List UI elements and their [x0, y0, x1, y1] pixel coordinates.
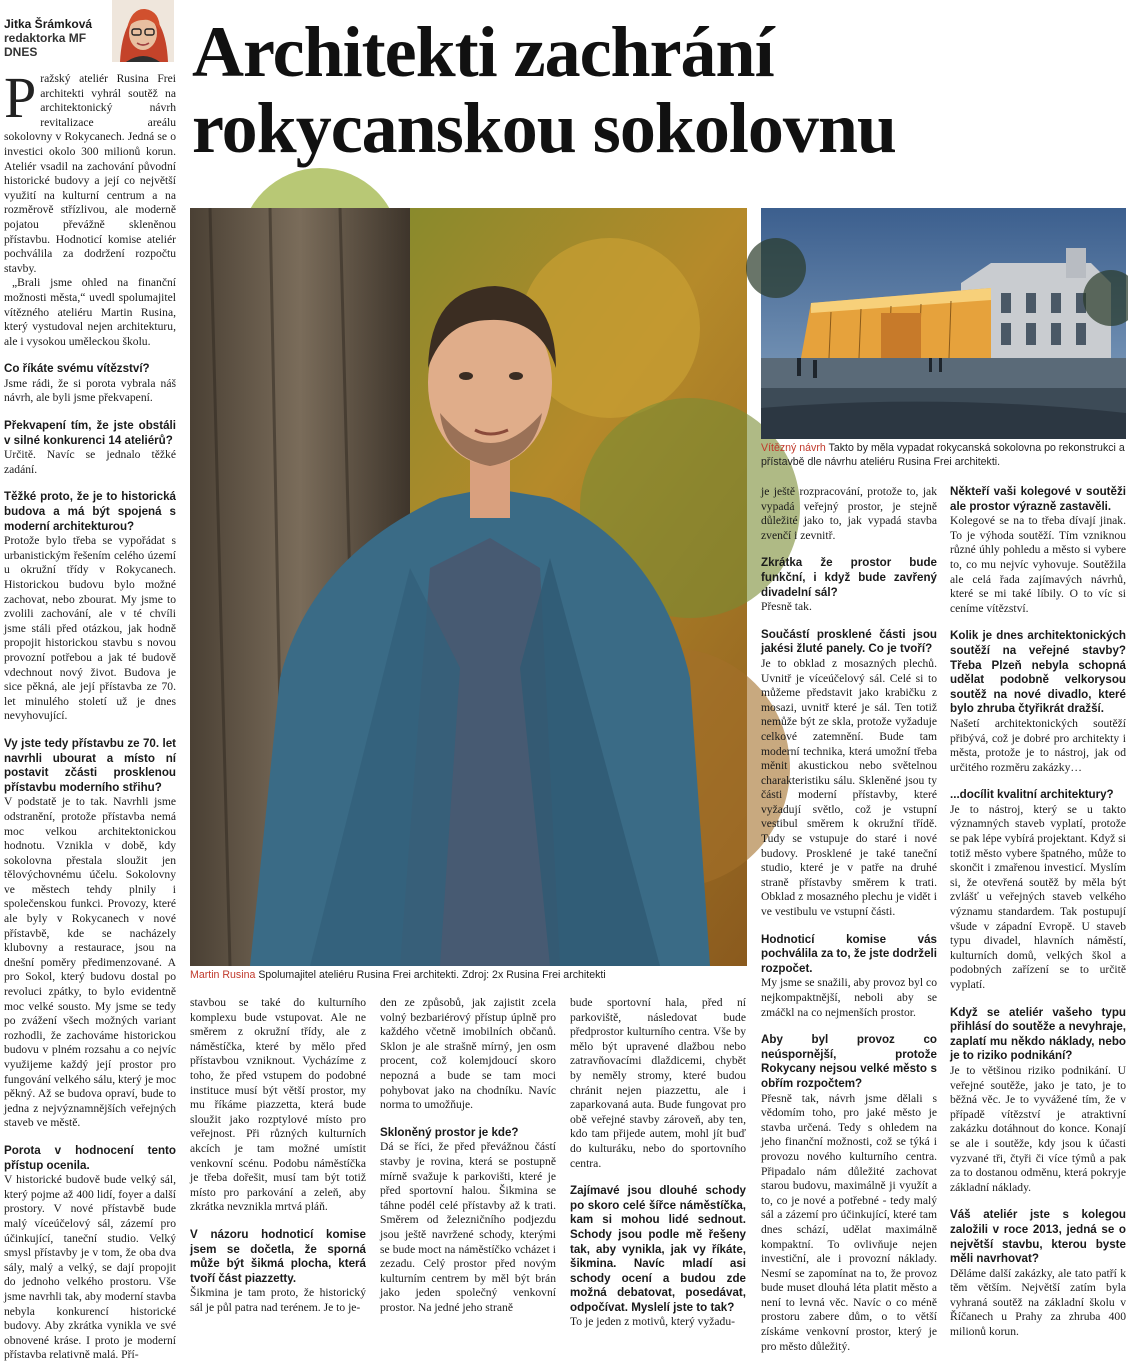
answer: Přesně tak, návrh jsme dělali s vědomím toho, pro jaké město je stavba určená. Tedy s ohledem na jeho finanční možnosti, což se týká i provozu nového kulturního centra. Připadalo nám důležité zachovat starou budovu, maximálně ji využít a to, co je nové a potřebné - tedy malý sál a zázemí pro účinkující, které tam dnes schází, udělat maximálně kompaktní. To ovlivňuje nejen investiční, ale i provozní náklady. Nesmí se zapomínat na to, že provoz bude muset dlouhá léta platit město a není to levná věc. Navíc o co méně prostoru zabere dům, o to větší získáme venkovní prostor, který je pro město důležitý. [761, 1091, 937, 1353]
paragraph: je ještě rozpracování, protože to, jak vypadá veřejný prostor, je stejně důležité jako to, jak vypadá stavba zvenčí i zevnitř. [761, 485, 937, 542]
answer: V podstatě je to tak. Navrhli jsme odstranění, protože přístavba nemá moc velkou architektonickou hodnotu. Vznikla v době, kdy sokolovna přestala sloužit jen tělovýchovnému účelu. Sokolovny ve městech tehdy plnily i společenskou funkci. Provozy, které ale byly v Rokycanech v nové přístavbě, kde se nacházely klubovny a restaurace, jsou na dnešní poměry předimenzované. A pro Sokol, který budovu dostal po revoluci zpátky, to bylo evidentně moc velké sousto. My jsme se tedy po zvážení všech možných variant rozhodli, že zachováme historickou budovu v plném rozsahu a co nejvíc využijeme každý její prostor pro fungování velkého sálu, který je moc pěkný. Až se budova opraví, bude to jedna z nejvýznamnějších veřejných staveb ve městě. [4, 795, 176, 1130]
render-photo [761, 208, 1126, 439]
answer: Určitě. Navíc se jednalo těžké zadání. [4, 448, 176, 476]
answer: Je to většinou riziko podnikání. U veřejné soutěže, jako je tato, je to běžná věc. Je to vyvážené tím, že v případě vítězství je atraktivní zakázku dotáhnout do konce. Konají se ale i soutěže, kdy jsou k účasti vyzvané tři, čtyři či více týmů a pak za to dostanou odměnu, která pokryje základní náklady. [950, 1063, 1126, 1194]
question: Překvapení tím, že jste obstáli v silné konkurenci 14 ateliérů? [4, 419, 176, 447]
question: Hodnoticí komise vás pochválila za to, že jste dodrželi rozpočet. [761, 932, 937, 975]
caption-text: Takto by měla vypadat rokycanská sokolovna po rekonstrukci a přístavbě dle návrhu ateliéru Rusina Frei architekti. [761, 442, 1125, 468]
question: Kolik je dnes architektonických soutěží na veřejné stavby? Třeba Plzeň nebyla schopná udělat podobně velkorysou soutěž na nové divadlo, které bylo zhruba čtyřikrát dražší. [950, 629, 1126, 716]
answer: Šikmina je tam proto, že historický sál je půl patra nad terénem. Je to je- [190, 1286, 366, 1314]
article-column-4 [570, 996, 746, 1330]
drop-cap: P [4, 65, 37, 130]
headline-line-2: rokycanskou sokolovnu [192, 88, 896, 168]
architecture-render-illustration [761, 208, 1126, 439]
answer: Protože bylo třeba se vypořádat s urbanistickým řešením celého území u okružní třídy v Rokycanech. Historickou budovu bylo možné zachovat, nebo zbourat. My jsme to zvolili zachování, ale v té chvíli jsme stáli před otázkou, jak hodně propojit historickou stavbu s novou provozní potřebou a jak té budově vdechnout nový život. Budova je sice pěkná, ale její přístavba ze 70. let minulého století už je dnes nevyhovující. [4, 534, 176, 723]
portrait-photo-illustration [190, 208, 747, 966]
paragraph: den ze způsobů, jak zajistit zcela volný bezbariérový přístup úplně pro každého včetně imobilních občanů. Sklon je ale strašně mírný, jen osm procent, což kolemjdoucí skoro nepozná a bude se tam moci pohybovat jako na chodníku. Navíc norma to umožňuje. [380, 996, 556, 1112]
caption-label: Vítězný návrh [761, 442, 826, 454]
question: Skloněný prostor je kde? [380, 1125, 519, 1139]
caption-text: Spolumajitel ateliéru Rusina Frei architekti. Zdroj: 2x Rusina Frei architekti [258, 969, 606, 981]
answer: Jsme rádi, že si porota vybrala náš návrh, ale byli jsme překvapení. [4, 376, 176, 405]
author-name: Jitka Šrámková [4, 17, 93, 31]
question: Vy jste tedy přístavbu ze 70. let navrhli ubourat a místo ní postavit zčásti prosklenou přístavbu moderního střihu? [4, 736, 176, 794]
intro-paragraph-2: „Brali jsme ohled na finanční možnosti města,“ uvedl spolumajitel vítězného ateliéru Martin Rusina, který vystudoval nejen architekturu, ale i vysokou uměleckou školu. [4, 276, 176, 348]
question: Co říkáte svému vítězství? [4, 362, 150, 376]
question: Váš ateliér jste s kolegou založili v roce 2013, jedná se o největší stavbu, kterou byste měli navrhovat? [950, 1208, 1126, 1266]
main-photo-caption [190, 969, 747, 983]
answer: Kolegové se na to třeba dívají jinak. To je výhoda soutěží. Tím vzniknou různé úhly pohledu a město si vybere to, co mu nejvíc vyhovuje. Soutěžila ale celá řada zajímavých návrhů, které se mi také líbily. O to víc si ceníme vítězství. [950, 514, 1126, 615]
paragraph: bude sportovní hala, před ní parkoviště, následovat bude předprostor kulturního centra. Vše by mělo být upravené dlažbou nebo zatravňovacími dlaždicemi, chybět by neměly stromy, které budou chránit nejen piazzettu, ale i zaparkovaná auta. Bude fungovat pro obě veřejné stavby zároveň, aby ten, kdo tam přijede autem, mohl jít buď do kulturáku, nebo do sportovního centra. [570, 996, 746, 1170]
render-photo-caption [761, 442, 1125, 469]
article-column-6 [950, 485, 1126, 1340]
answer: To je jeden z motivů, který vyžadu- [570, 1315, 735, 1329]
question: Když se ateliér vašeho typu přihlásí do soutěže a nevyhraje, zaplatí mu někdo náklady, nebo je to riziko podnikání? [950, 1005, 1126, 1063]
answer: Dá se říci, že před převážnou částí stavby je rovina, která se postupně mírně svažuje k parkovišti, které je před sportovní halou. Šikmina se táhne podél celé přístavby až k trati. Směrem od železničního podjezdu jsou ještě navržené schody, kterými se bude moct na náměstíčko vcházet i zezadu. Celý prostor před novým kulturním centrem by měl být brán jako jeden společný venkovní prostor. Na jedné jeho straně [380, 1140, 556, 1314]
answer: Přesně tak. [761, 600, 812, 614]
question: Porota v hodnocení tento přístup ocenila. [4, 1143, 176, 1172]
headline [192, 14, 1122, 166]
question: Někteří vaši kolegové v soutěži ale prostor výrazně zastavěli. [950, 485, 1126, 513]
intro-paragraph-1: ražský ateliér Rusina Frei architekti vyhrál soutěž na architektonický návrh revitalizace areálu sokolovny v Rokycanech. Jedná se o investici okolo 300 milionů korun. Ateliér vsadil na zachování původní historické budovy a její co největší využití na kulturní centrum a na rozměrově střízlivou, ale moderně pojatou převážně skleněnou přístavbu. Hodnoticí komise ateliér pochválila za dodržení rozpočtu stavby. [4, 72, 176, 275]
question: Součástí prosklené části jsou jakési žluté panely. Co je tvoří? [761, 627, 937, 656]
question: Aby byl provoz co neúspornější, protože Rokycany nejsou velké město s obřím rozpočtem? [761, 1033, 937, 1090]
question: V názoru hodnoticí komise jsem se dočetla, že sporná může být šikmá plocha, která tvoří část piazzetty. [190, 1227, 366, 1285]
question: Těžké proto, že je to historická budova a má být spojená s moderní architekturou? [4, 490, 176, 533]
article-column-2 [190, 996, 366, 1315]
paragraph: stavbou se také do kulturního komplexu bude vstupovat. Ale ne směrem z okružní třídy, ale z náměstíčka, které by mělo před přístavbou vzniknout. Vycházíme z toho, že před vstupem do podobné instituce musí být větší prostor, my mu říkáme piazzetta, která bude sloužit jako rozptylové místo pro veřejnost. Při různých kulturních akcích je tam možné umístit venkovní scénu. Podobu náměstíčka je třeba dořešit, musí tam být totiž místo pro parkování a zeleň, aby zkrátka nevznikla mrtvá pláň. [190, 996, 366, 1214]
answer: Děláme další zakázky, ale tato patří k těm větším. Největší zatím byla vyhraná soutěž na základní školu v Říčanech u Prahy za zhruba 400 milionů korun. [950, 1266, 1126, 1339]
headline-line-1: Architekti zachrání [192, 12, 774, 92]
answer: Je to nástroj, který se u takto významných staveb vyplatí, protože se pak lépe vybírá projektant. Když si totiž město vybere špatného, může to skončit i zmařenou investicí. Myslím si, že otevřená soutěž by měla být zvlášť u veřejných staveb velkého významu standardem. Tak postupují všude v západní Evropě. U staveb typu divadel, hlavních náměstí, kulturních domů, velkých škol a podobných zařízení se to určitě vyplatí. [950, 802, 1126, 991]
caption-person-name: Martin Rusina [190, 969, 256, 981]
question: Zkrátka že prostor bude funkční, i když bude zavřený divadelní sál? [761, 556, 937, 599]
author-portrait-illustration [112, 0, 174, 62]
question: ...docílit kvalitní architektury? [950, 788, 1114, 802]
answer: My jsme se snažili, aby provoz byl co nejkompaktnější, neboli aby se zmáčkl na co nejmenších prostor. [761, 976, 937, 1019]
answer: Je to obklad z mosazných plechů. Uvnitř je víceúčelový sál. Celé si to můžeme představit jako krabičku z mosazi, uvnitř které je sál. Ten totiž nemůže být ze skla, protože vyžaduje celkové zatemnění. Bude tam moderní technika, která umožní třeba měnit akustickou nebo světelnou charakteristiku sálu. Skleněné jsou ty části moderní přístavby, které vyžadují světlo, což je vstupní vestibul směrem k okružní třídě. Tudy se vstupuje do staré i nové budovy. Prosklené je také taneční studio, které je v patře na druhé straně přístavby směrem k trati. Obklad z mosazného plechu je vidět i ve vestibulu ve vstupní části. [761, 656, 937, 919]
author-portrait [112, 0, 174, 62]
article-column-5 [761, 485, 937, 1354]
question: Zajímavé jsou dlouhé schody po skoro celé šířce náměstíčka, kam si mohou lidé sednout. Schody jsou podle mě řešeny tak, aby vynikla, jak vy říkáte, šikmina. Navíc mladí asi schody ocení a budou zde možná debatovat, posedávat, odpočívat. Myslelí jste to tak? [570, 1184, 746, 1314]
article-column-1 [4, 65, 176, 1363]
main-photo [190, 208, 747, 966]
article-column-3 [380, 996, 556, 1315]
answer: V historické budově bude velký sál, který pojme až 400 lidí, foyer a další prostory. V nové přístavbě bude malý víceúčelový sál, zázemí pro účinkující, taneční studio. Velký smysl přístavby je v tom, že oba dva sály, malý a velký, se dají propojit do jednoho velkého prostoru. Vše jsme navrhli tak, aby moderní stavba nebyla konkurencí historické budovy. Aby zkrátka vynikla ve své obnovené kráse. I proto je moderní přístavba relativně malá. Pří- [4, 1173, 176, 1362]
answer: Našetí architektonických soutěží přibývá, což je dobré pro architekty i města, protože je to nástroj, jak od určitého rozměru zakázky… [950, 716, 1126, 774]
author-role: redaktorka MF DNES [4, 31, 87, 59]
